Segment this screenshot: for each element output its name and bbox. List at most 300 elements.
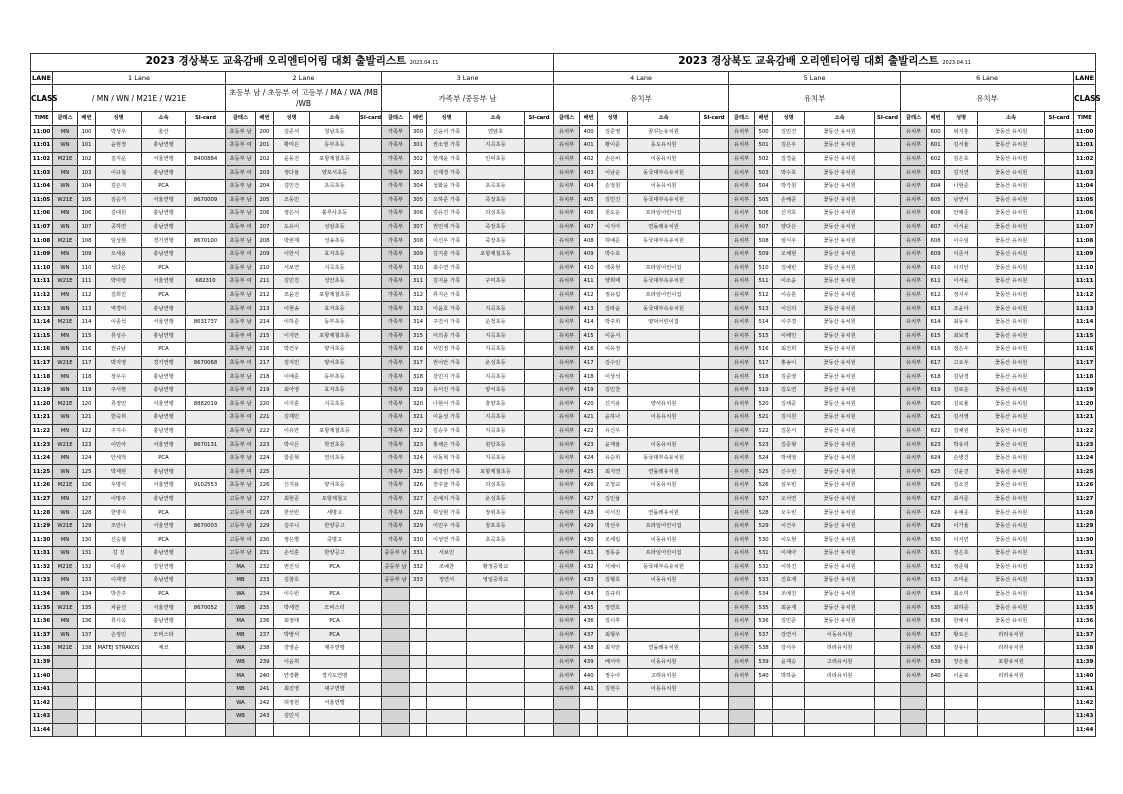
lane-1-bib: 135 xyxy=(78,601,96,615)
lane-4-name: 이유정 xyxy=(598,343,628,357)
lane-5-bib: 501 xyxy=(755,139,773,153)
lane-5-name: 이하진 xyxy=(773,560,805,574)
lane-1-name: 박성우 xyxy=(96,125,142,139)
lane-3-name: 권소영 가족 xyxy=(427,139,467,153)
lane-4-class: 유치부 xyxy=(554,574,580,588)
lane-4-club-header: 소속 xyxy=(628,112,700,126)
lane-3-bib xyxy=(410,601,427,615)
lane-6-class xyxy=(901,710,927,724)
lane-1-si-card xyxy=(186,288,226,302)
lane-2-bib: 236 xyxy=(256,614,274,628)
lane-1-club: 충남연맹 xyxy=(142,329,186,343)
start-time: 11:18 xyxy=(31,370,53,384)
lane-1-club: 충남연맹 xyxy=(142,383,186,397)
lane-3-bib: 300 xyxy=(410,125,427,139)
lane-3-name: 신윤서 가족 xyxy=(427,125,467,139)
lane-3-name xyxy=(427,601,467,615)
lane-5-club: 꽃동산 유치원 xyxy=(805,424,875,438)
lane-3-class: 가족부 xyxy=(382,438,410,452)
lane-1-name xyxy=(96,682,142,696)
lane-4-si-card xyxy=(700,533,729,547)
start-time-right: 11:07 xyxy=(1074,220,1096,234)
lane-5-si-card xyxy=(875,506,901,520)
lane-1-name: 김지운 xyxy=(96,152,142,166)
lane-2-club: 포항제철초등 xyxy=(310,152,360,166)
lane-4-si-card xyxy=(700,682,729,696)
lane-6-class: 유치부 xyxy=(901,207,927,221)
lane-4-club: 동국대부속유치원 xyxy=(628,166,700,180)
lane-4-club xyxy=(628,723,700,737)
lane-3-si-card xyxy=(525,669,554,683)
lane-4-bib: 441 xyxy=(580,682,598,696)
lane-6-club: 꽃동산 유치원 xyxy=(978,356,1045,370)
lane-4-club: 양서유치원 xyxy=(628,397,700,411)
lane-6-bib: 624 xyxy=(927,451,945,465)
lane-3-si-card xyxy=(525,614,554,628)
lane-2-name: 이하준 xyxy=(274,315,310,329)
lane-3-bib: 325 xyxy=(410,465,427,479)
lane-6-bib: 633 xyxy=(927,574,945,588)
lane-4-club: 프라임어린이집 xyxy=(628,207,700,221)
start-time: 11:15 xyxy=(31,329,53,343)
lane-5-club: 꽃동산 유치원 xyxy=(805,166,875,180)
lane-2-class: MB xyxy=(226,628,256,642)
lane-3-name: 나현서 가족 xyxy=(427,397,467,411)
start-time: 11:37 xyxy=(31,628,53,642)
lane-5-club: 꽃동산 유치원 xyxy=(805,574,875,588)
lane-3-name-header: 성명 xyxy=(427,112,467,126)
lane-5-name: 오서연 xyxy=(773,492,805,506)
lane-3-si-card xyxy=(525,315,554,329)
lane-1-class xyxy=(53,723,78,737)
lane-4-name: 김민율 xyxy=(598,492,628,506)
lane-4-si-card xyxy=(700,139,729,153)
lane-1-class: W21E xyxy=(53,356,78,370)
lane-4-si-card xyxy=(700,383,729,397)
lane-3-class: 가족부 xyxy=(382,193,410,207)
lane-4-class: 유치부 xyxy=(554,370,580,384)
lane-3-class-header: 클래스 xyxy=(382,112,410,126)
lane-2-class: WA xyxy=(226,642,256,656)
lane-3-club: 의성초등 xyxy=(467,207,525,221)
lane-2-class: 초등부 남 xyxy=(226,234,256,248)
lane-1-si-card: 682310 xyxy=(186,275,226,289)
lane-6-bib xyxy=(927,710,945,724)
lane-2-si-card xyxy=(360,343,382,357)
lane-6-club: 꽃동산 유치원 xyxy=(978,383,1045,397)
lane-3-name xyxy=(427,669,467,683)
lane-6-bib: 635 xyxy=(927,601,945,615)
title-date: 2023.04.11 xyxy=(942,60,971,66)
lane-6-class: 유치부 xyxy=(901,587,927,601)
lane-3-si-card xyxy=(525,723,554,737)
lane-3-club: 지곡초등 xyxy=(467,139,525,153)
lane-3-bib xyxy=(410,587,427,601)
lane-1-class: MN xyxy=(53,207,78,221)
lane-5-name: 이도현 xyxy=(773,533,805,547)
lane-3-club: 연암초 xyxy=(467,125,525,139)
table-row xyxy=(31,370,1096,384)
lane-6-name xyxy=(945,723,978,737)
lane-2-si-card xyxy=(360,261,382,275)
lane-4-class: 유치부 xyxy=(554,315,580,329)
lane-6-class: 유치부 xyxy=(901,438,927,452)
lane-5-bib: 505 xyxy=(755,193,773,207)
lane-1-bib: 102 xyxy=(78,152,96,166)
lane-4-si-card xyxy=(700,302,729,316)
start-time: 11:02 xyxy=(31,152,53,166)
lane-1-class xyxy=(53,696,78,710)
lane-5-si-card xyxy=(875,669,901,683)
lane-1-name: MATEJ STRAKOS xyxy=(96,642,142,656)
lane-6-bib: 621 xyxy=(927,411,945,425)
table-row xyxy=(31,696,1096,710)
lane-6-club: 꽃동산 유치원 xyxy=(978,370,1045,384)
lane-4-club: 동국대부속유치원 xyxy=(628,234,700,248)
table-row xyxy=(31,669,1096,683)
lane-4-bib: 439 xyxy=(580,655,598,669)
lane-3-club: 장위초등 xyxy=(467,506,525,520)
lane-3-name: 성화윤 가족 xyxy=(427,179,467,193)
lane-1-club: 충남연맹 xyxy=(142,370,186,384)
lane-2-bib: 226 xyxy=(256,479,274,493)
table-row xyxy=(31,682,1096,696)
start-list-sheet xyxy=(30,53,1101,737)
lane-5-bib: 513 xyxy=(755,302,773,316)
start-time: 11:28 xyxy=(31,506,53,520)
table-row xyxy=(31,356,1096,370)
lane-5-si-card xyxy=(875,179,901,193)
lane-3-name: 김지윤 가족 xyxy=(427,275,467,289)
lane-5-bib: 524 xyxy=(755,451,773,465)
lane-1-bib-header: 배번 xyxy=(78,112,96,126)
lane-4-bib: 421 xyxy=(580,411,598,425)
lane-2-club: 양서초등 xyxy=(310,343,360,357)
lane-2-class: WA xyxy=(226,696,256,710)
lane-6-class: 유치부 xyxy=(901,479,927,493)
lane-1-bib: 104 xyxy=(78,179,96,193)
lane-6-class: 유치부 xyxy=(901,370,927,384)
lane-6-class: 유치부 xyxy=(901,411,927,425)
start-time-right: 11:14 xyxy=(1074,315,1096,329)
lane-3-club: 죽장초등 xyxy=(467,220,525,234)
lane-1-bib: 123 xyxy=(78,438,96,452)
lane-6-club: 꽃동산 유치원 xyxy=(978,492,1045,506)
lane-3-bib: 326 xyxy=(410,479,427,493)
lane-6-name: 이서윤 xyxy=(945,275,978,289)
table-row xyxy=(31,343,1096,357)
lane-5-name: 손해준 xyxy=(773,193,805,207)
start-time-right: 11:22 xyxy=(1074,424,1096,438)
lane-2-club: 경기도연맹 xyxy=(310,669,360,683)
lane-3-si-card xyxy=(525,356,554,370)
lane-2-bib: 213 xyxy=(256,302,274,316)
lane-1-class: MN xyxy=(53,166,78,180)
start-time-right: 11:36 xyxy=(1074,614,1096,628)
lane-4-class xyxy=(554,723,580,737)
lane-4-name: 4 Lane xyxy=(554,72,729,85)
lane-5-class: 유치부 xyxy=(729,356,755,370)
start-time: 11:14 xyxy=(31,315,53,329)
lane-6-class: 유치부 xyxy=(901,356,927,370)
lane-6-name: 정은호 xyxy=(945,547,978,561)
lane-3-name: 조예찬 xyxy=(427,560,467,574)
lane-2-class: 초등부 여 xyxy=(226,166,256,180)
lane-1-si-card xyxy=(186,506,226,520)
lane-2-club xyxy=(310,193,360,207)
lane-1-si-card: 8670003 xyxy=(186,519,226,533)
lane-2-class: 초등부 남 xyxy=(226,207,256,221)
lane-1-si-card-header: SI-card xyxy=(186,112,226,126)
lane-6-bib: 604 xyxy=(927,179,945,193)
start-time: 11:05 xyxy=(31,193,53,207)
start-time: 11:21 xyxy=(31,411,53,425)
lane-6-class: 유치부 xyxy=(901,261,927,275)
start-time-right: 11:35 xyxy=(1074,601,1096,615)
lane-4-bib: 414 xyxy=(580,315,598,329)
lane-3-class: 가족부 xyxy=(382,179,410,193)
lane-4-class xyxy=(554,696,580,710)
lane-4-class: 유치부 xyxy=(554,397,580,411)
lane-5-club xyxy=(805,696,875,710)
lane-3-class: 가족부 xyxy=(382,220,410,234)
lane-2-name xyxy=(274,465,310,479)
lane-4-si-card xyxy=(700,329,729,343)
lane-1-bib: 110 xyxy=(78,261,96,275)
start-time-right: 11:25 xyxy=(1074,465,1096,479)
lane-5-class: 유치부 xyxy=(729,343,755,357)
lane-1-si-card xyxy=(186,465,226,479)
lane-2-bib: 233 xyxy=(256,574,274,588)
lane-3-club xyxy=(467,288,525,302)
lane-1-club: 경기연맹 xyxy=(142,356,186,370)
lane-1-class: MN xyxy=(53,492,78,506)
lane-3-si-card xyxy=(525,125,554,139)
lane-1-class: MN xyxy=(53,533,78,547)
lane-1-class: W21E xyxy=(53,275,78,289)
lane-2-class: 초등부 남 xyxy=(226,424,256,438)
lane-5-club: 꽃동산 유치원 xyxy=(805,370,875,384)
lane-6-name xyxy=(945,682,978,696)
lane-5-bib: 535 xyxy=(755,601,773,615)
lane-6-club: 꽃동산 유치원 xyxy=(978,574,1045,588)
lane-1-bib: 121 xyxy=(78,411,96,425)
lane-1-bib: 128 xyxy=(78,506,96,520)
lane-6-class: 유치부 xyxy=(901,302,927,316)
lane-3-name: 천주균 가족 xyxy=(427,479,467,493)
table-row xyxy=(31,302,1096,316)
lane-6-bib xyxy=(927,682,945,696)
lane-3-si-card xyxy=(525,411,554,425)
lane-5-bib: 530 xyxy=(755,533,773,547)
lane-3-si-card xyxy=(525,492,554,506)
lane-4-bib: 427 xyxy=(580,492,598,506)
lane-3-class: 가족부 xyxy=(382,166,410,180)
lane-4-si-card xyxy=(700,451,729,465)
start-time-right: 11:37 xyxy=(1074,628,1096,642)
lane-4-name: 최지안 xyxy=(598,642,628,656)
lane-6-club: 리라유치원 xyxy=(978,669,1045,683)
lane-1-bib: 120 xyxy=(78,397,96,411)
lane-5-class: 유치부 xyxy=(729,302,755,316)
lane-4-name: 손정원 xyxy=(598,179,628,193)
lane-6-name: 황요은 xyxy=(945,628,978,642)
lane-3-class: 가족부 xyxy=(382,288,410,302)
lane-2-club: 블루사초등 xyxy=(310,207,360,221)
lane-3-name: 김유진 가족 xyxy=(427,207,467,221)
lane-6-club: 꽃동산 유치원 xyxy=(978,587,1045,601)
lane-6-name: 이서윤 xyxy=(945,220,978,234)
lane-2-bib: 243 xyxy=(256,710,274,724)
lane-3-bib: 331 xyxy=(410,547,427,561)
lane-1-si-card: 8882019 xyxy=(186,397,226,411)
lane-4-bib: 434 xyxy=(580,587,598,601)
lane-5-si-card xyxy=(875,424,901,438)
start-time-right: 11:15 xyxy=(1074,329,1096,343)
lane-3-club: 흥양초등 xyxy=(467,397,525,411)
column-header-row xyxy=(31,112,1096,126)
lane-2-si-card xyxy=(360,492,382,506)
lane-2-name: 조윤진 xyxy=(274,288,310,302)
lane-4-name: 윤하나 xyxy=(598,411,628,425)
lane-4-bib: 420 xyxy=(580,397,598,411)
lane-3-name: 김지훈 가족 xyxy=(427,247,467,261)
lane-4-name: 허예준 xyxy=(598,234,628,248)
lane-6-si-card xyxy=(1045,560,1074,574)
lane-3-name xyxy=(427,723,467,737)
lane-6-bib: 611 xyxy=(927,275,945,289)
lane-3-bib: 308 xyxy=(410,234,427,248)
lane-3-bib: 313 xyxy=(410,302,427,316)
lane-1-si-card xyxy=(186,533,226,547)
lane-5-class: 유치부 xyxy=(729,397,755,411)
lane-3-name xyxy=(427,655,467,669)
lane-6-bib xyxy=(927,696,945,710)
lane-1-club: 충남연맹 xyxy=(142,424,186,438)
lane-1-bib: 124 xyxy=(78,451,96,465)
time-header: TIME xyxy=(31,112,53,126)
lane-1-club: 서울연맹 xyxy=(142,275,186,289)
lane-5-bib xyxy=(755,723,773,737)
lane-3-name: 3 Lane xyxy=(382,72,554,85)
start-time: 11:03 xyxy=(31,166,53,180)
lane-6-class: 유치부 xyxy=(901,125,927,139)
lane-1-si-card xyxy=(186,560,226,574)
lane-1-club: 서울연맹 xyxy=(142,397,186,411)
lane-1-bib: 119 xyxy=(78,383,96,397)
lane-4-name: 손은비 xyxy=(598,152,628,166)
lane-5-si-card xyxy=(875,492,901,506)
lane-4-si-card xyxy=(700,655,729,669)
lane-1-club xyxy=(142,655,186,669)
lane-2-club: 포항제철초등 xyxy=(310,329,360,343)
lane-4-class: 유치부 xyxy=(554,642,580,656)
start-time: 11:25 xyxy=(31,465,53,479)
lane-4-name: 이남순 xyxy=(598,166,628,180)
lane-4-class: 유치부 xyxy=(554,247,580,261)
lane-4-class: 유치부 xyxy=(554,601,580,615)
lane-4-class: 유치부 xyxy=(554,234,580,248)
lane-5-si-card-header: SI-card xyxy=(875,112,901,126)
lane-5-si-card xyxy=(875,125,901,139)
lane-3-club xyxy=(467,166,525,180)
lane-4-si-card xyxy=(700,397,729,411)
lane-2-club: 한양공고 xyxy=(310,547,360,561)
lane-4-name: 유신우 xyxy=(598,424,628,438)
lane-2-name: 서보연 xyxy=(274,261,310,275)
lane-6-bib: 616 xyxy=(927,343,945,357)
lane-6-class: 유치부 xyxy=(901,655,927,669)
lane-6-club: 포항유치원 xyxy=(978,655,1045,669)
lane-4-club: 양덕어린이집 xyxy=(628,315,700,329)
lane-3-si-card xyxy=(525,288,554,302)
lane-5-si-card xyxy=(875,207,901,221)
lane-1-bib: 103 xyxy=(78,166,96,180)
lane-1-club: 충남연맹 xyxy=(142,465,186,479)
lane-3-club: 황정중학교 xyxy=(467,560,525,574)
lane-4-name xyxy=(598,723,628,737)
lane-2-bib: 223 xyxy=(256,438,274,452)
table-row xyxy=(31,193,1096,207)
lane-3-name: 강민지 가족 xyxy=(427,370,467,384)
lane-5-si-card xyxy=(875,642,901,656)
lane-5-bib: 532 xyxy=(755,560,773,574)
lane-6-name: 김채원 xyxy=(945,424,978,438)
title-left xyxy=(31,54,554,72)
start-time-right: 11:03 xyxy=(1074,166,1096,180)
lane-4-class: 유치부 xyxy=(554,547,580,561)
lane-4-class: 유치부 xyxy=(554,533,580,547)
lane-3-bib xyxy=(410,682,427,696)
lane-4-bib: 415 xyxy=(580,329,598,343)
table-row xyxy=(31,519,1096,533)
lane-4-name: 윤재율 xyxy=(598,438,628,452)
lane-3-club: 창포초등 xyxy=(467,519,525,533)
lane-4-name: 정동윤 xyxy=(598,547,628,561)
lane-2-club xyxy=(310,655,360,669)
lane-3-bib: 321 xyxy=(410,411,427,425)
start-time-right: 11:18 xyxy=(1074,370,1096,384)
lane-1-class: WN xyxy=(53,139,78,153)
lane-2-si-card xyxy=(360,506,382,520)
lane-4-si-card xyxy=(700,669,729,683)
lane-5-class: 유치부 xyxy=(729,166,755,180)
lane-5-name: 박하윤 xyxy=(773,669,805,683)
lane-2-bib: 237 xyxy=(256,628,274,642)
lane-1-class: MN xyxy=(53,329,78,343)
lane-1-class: M21E xyxy=(53,397,78,411)
lane-3-si-card xyxy=(525,193,554,207)
lane-1-bib: 136 xyxy=(78,614,96,628)
start-time-right: 11:11 xyxy=(1074,275,1096,289)
start-time-right: 11:23 xyxy=(1074,438,1096,452)
lane-2-name: 이예준 xyxy=(274,370,310,384)
lane-6-si-card xyxy=(1045,343,1074,357)
lane-4-bib: 431 xyxy=(580,547,598,561)
lane-2-club: 동부초등 xyxy=(310,315,360,329)
lane-4-name: 김준영 xyxy=(598,125,628,139)
lane-5-name: 김세준 xyxy=(773,397,805,411)
lane-3-club: 지곡초등 xyxy=(467,370,525,384)
lane-3-class xyxy=(382,696,410,710)
lane-6-si-card xyxy=(1045,492,1074,506)
lane-1-club: 충남연맹 xyxy=(142,166,186,180)
lane-6-name: 이윤로 xyxy=(945,669,978,683)
lane-5-class: 유치부 xyxy=(729,424,755,438)
lane-1-name: 주서현 xyxy=(96,383,142,397)
lane-2-si-card xyxy=(360,207,382,221)
lane-1-club: 충남연맹 xyxy=(142,614,186,628)
